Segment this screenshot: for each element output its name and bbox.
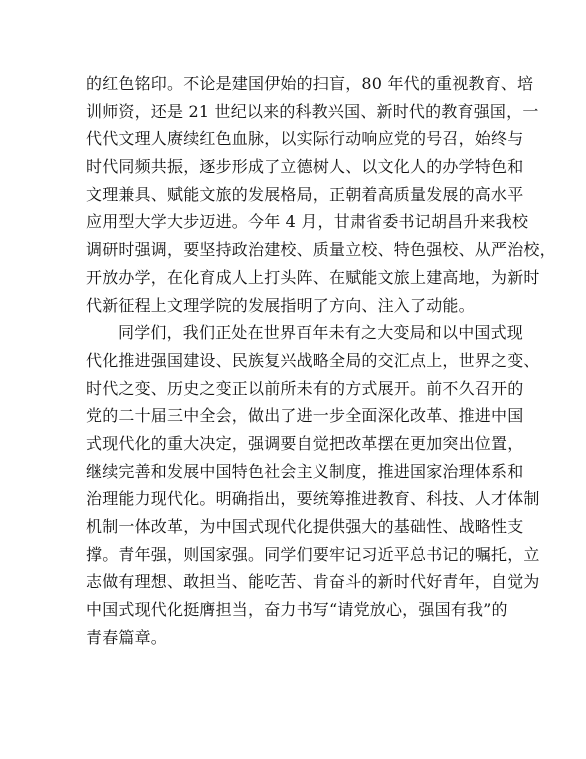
text-line: 开放办学，在化育成人上打头阵、在赋能文旅上建高地，为新时 bbox=[86, 267, 540, 287]
text-line: 撑。青年强，则国家强。同学们要牢记习近平总书记的嘱托，立 bbox=[86, 544, 540, 564]
text-line: 青春篇章。 bbox=[86, 627, 168, 647]
document-body bbox=[86, 70, 556, 651]
text-line: 机制一体改革，为中国式现代化提供强大的基础性、战略性支 bbox=[86, 517, 524, 536]
text-line: 志做有理想、敢担当、能吃苦、肯奋斗的新时代好青年，自觉为 bbox=[86, 572, 540, 592]
text-line: 代化推进强国建设、民族复兴战略全局的交汇点上，世界之变、 bbox=[86, 350, 540, 370]
text-line: 时代之变、历史之变正以前所未有的方式展开。前不久召开的 bbox=[86, 378, 524, 398]
text-line: 训师资，还是 21 世纪以来的科教兴国、新时代的教育强国，一 bbox=[86, 101, 539, 121]
text-line: 中国式现代化挺膺担当，奋力书写“请党放心，强国有我”的 bbox=[86, 600, 508, 620]
text-line: 同学们，我们正处在世界百年未有之大变局和以中国式现 bbox=[118, 323, 524, 343]
text-line: 应用型大学大步迈进。今年 4 月，甘肃省委书记胡昌升来我校 bbox=[86, 212, 529, 232]
text-line: 时代同频共振，逐步形成了立德树人、以文化人的办学特色和 bbox=[86, 157, 524, 177]
text-line: 党的二十届三中全会，做出了进一步全面深化改革、推进中国 bbox=[86, 406, 524, 426]
text-line: 的红色铭印。不论是建国伊始的扫盲，80 年代的重视教育、培 bbox=[86, 74, 534, 93]
text-line: 继续完善和发展中国特色社会主义制度，推进国家治理体系和 bbox=[86, 461, 524, 481]
paragraph-1 bbox=[86, 70, 556, 319]
text-line: 式现代化的重大决定，强调要自觉把改革摆在更加突出位置， bbox=[86, 433, 524, 453]
paragraph-2 bbox=[86, 319, 540, 651]
text-line: 调研时强调，要坚持政治建校、质量立校、特色强校、从严治校， bbox=[86, 240, 556, 260]
text-line: 代代文理人赓续红色血脉，以实际行动响应党的号召，始终与 bbox=[86, 129, 524, 149]
text-line: 文理兼具、赋能文旅的发展格局，正朝着高质量发展的高水平 bbox=[86, 184, 524, 204]
text-line: 代新征程上文理学院的发展指明了方向、注入了动能。 bbox=[86, 295, 475, 315]
text-line: 治理能力现代化。明确指出，要统筹推进教育、科技、人才体制 bbox=[86, 489, 540, 509]
